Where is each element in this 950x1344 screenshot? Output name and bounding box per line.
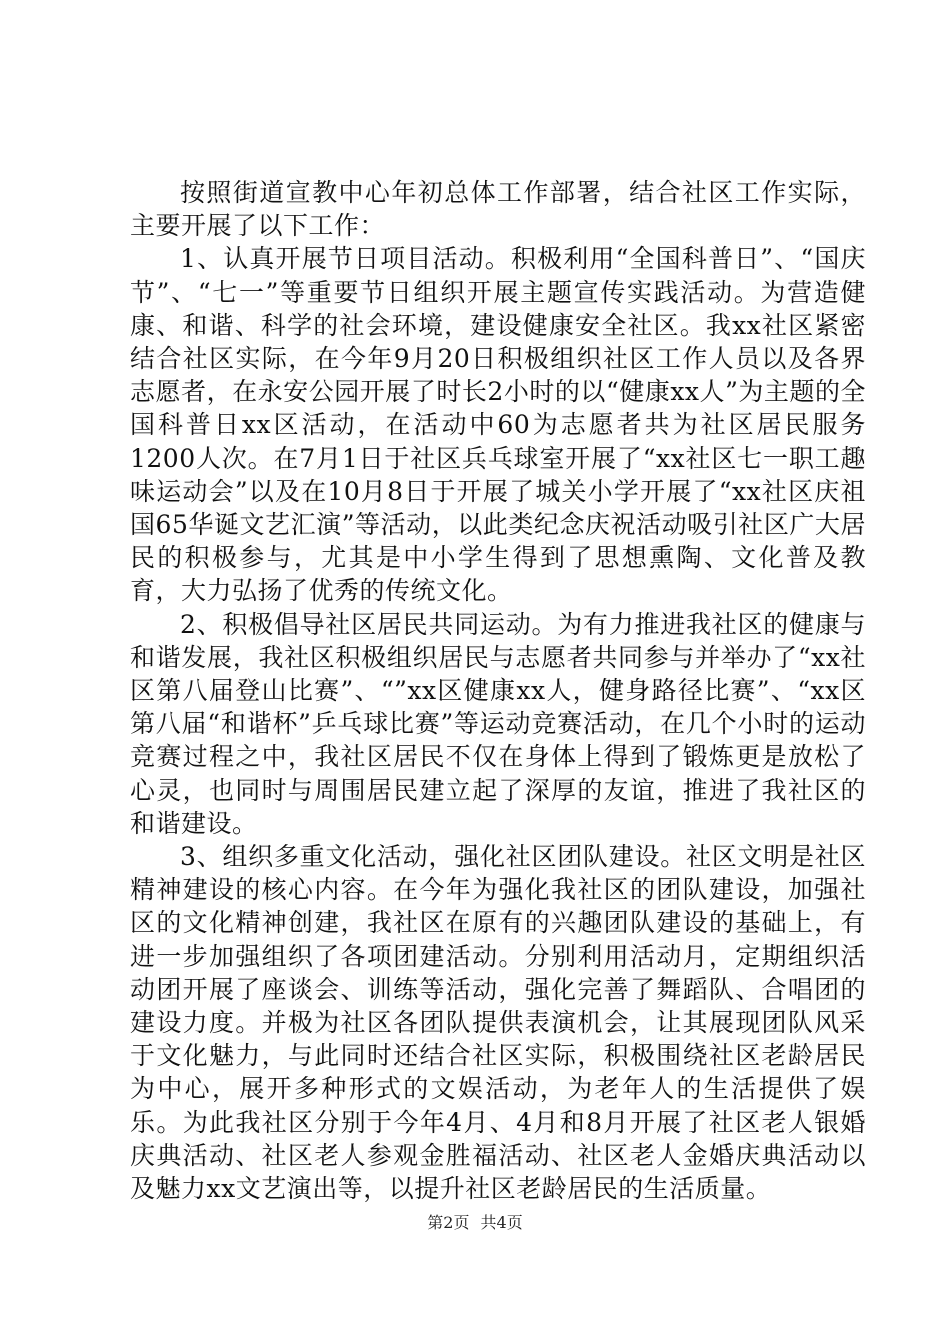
page-footer xyxy=(0,1213,950,1233)
section-3-paragraph: 3、组织多重文化活动，强化社区团队建设。社区文明是社区精神建设的核心内容。在今年为强化我社区的团队建设，加强社区的文化精神创建，我社区在原有的兴趣团队建设的基础上，有进一步加强组织了各项团建活动。分别利用活动月，定期组织活动团开展了座谈会、训练等活动，强化完善了舞蹈队、合唱团的建设力度。并极为社区各团队提供表演机会，让其展现团队风采于文化魅力，与此同时还结合社区实际，积极围绕社区老龄居民为中心，展开多种形式的文娱活动，为老年人的生活提供了娱乐。为此我社区分别于今年4月、4月和8月开展了社区老人银婚庆典活动、社区老人参观金胜福活动、社区老人金婚庆典活动以及魅力xx文艺演出等，以提升社区老龄居民的生活质量。 xyxy=(130,842,866,1204)
page-total: 共4页 xyxy=(480,1213,523,1232)
document-body xyxy=(130,176,866,1205)
section-1-paragraph: 1、认真开展节日项目活动。积极利用“全国科普日”、“国庆节”、“七一”等重要节日组织开展主题宣传实践活动。为营造健康、和谐、科学的社会环境，建设健康安全社区。我xx社区紧密结合社区实际，在今年9月20日积极组织社区工作人员以及各界志愿者，在永安公园开展了时长2小时的以“健康xx人”为主题的全国科普日xx区活动，在活动中60为志愿者共为社区居民服务1200人次。在7月1日于社区兵乓球室开展了“xx社区七一职工趣味运动会”以及在10月8日于开展了城关小学开展了“xx社区庆祖国65华诞文艺汇演”等活动，以此类纪念庆祝活动吸引社区广大居民的积极参与，尤其是中小学生得到了思想熏陶、文化普及教育，大力弘扬了优秀的传统文化。 xyxy=(130,244,866,606)
intro-paragraph: 按照街道宣教中心年初总体工作部署，结合社区工作实际，主要开展了以下工作： xyxy=(130,178,866,241)
section-2-paragraph: 2、积极倡导社区居民共同运动。为有力推进我社区的健康与和谐发展，我社区积极组织居民与志愿者共同参与并举办了“xx社区第八届登山比赛”、“”xx区健康xx人，健身路径比赛”、“xx区第八届“和谐杯”乒乓球比赛”等运动竞赛活动，在几个小时的运动竞赛过程之中，我社区居民不仅在身体上得到了锻炼更是放松了心灵，也同时与周围居民建立起了深厚的友谊，推进了我社区的和谐建设。 xyxy=(130,609,866,838)
page-number: 第2页 xyxy=(427,1213,470,1232)
